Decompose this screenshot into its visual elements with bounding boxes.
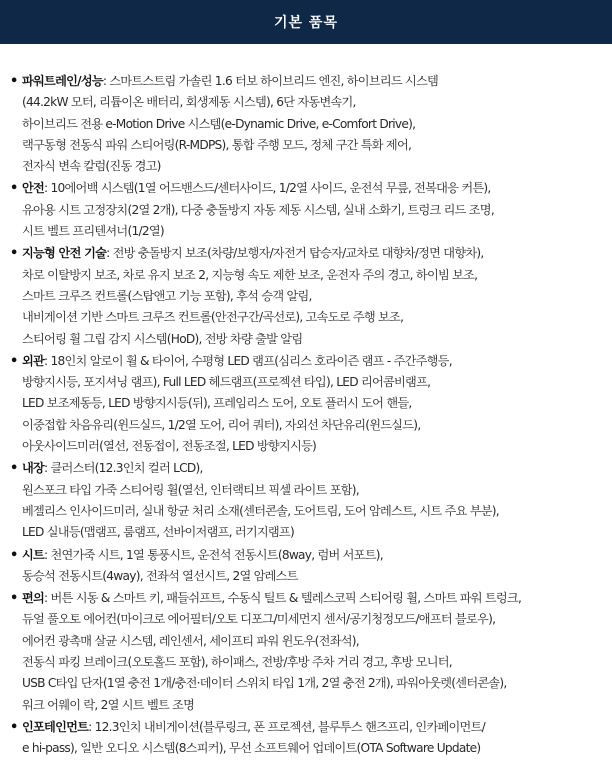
list-item-interior bbox=[10, 458, 604, 543]
section-label: 안전 bbox=[22, 181, 45, 196]
section-text: 내비게이션 기반 스마트 크루즈 컨트롤(안전구간/곡선로), 고속도로 주행 보조, bbox=[22, 310, 404, 325]
section-text: 전자식 변속 칼럼(진동 경고) bbox=[22, 159, 161, 174]
list-item-seats bbox=[10, 545, 604, 588]
section-text: : 12.3인치 내비게이션(블루링크, 폰 프로젝션, 블루투스 핸즈프리, 인카페이먼트/ bbox=[88, 719, 485, 734]
section-text: 스티어링 휠 그립 감지 시스템(HoD), 전방 차량 출발 알림 bbox=[22, 331, 303, 346]
section-text: 스마트 크루즈 컨트롤(스탑앤고 기능 포함), 후석 승객 알림, bbox=[22, 288, 312, 303]
section-text: LED 실내등(맵램프, 룸램프, 선바이저램프, 러기지램프) bbox=[22, 525, 294, 540]
section-text: 이중접합 차음유리(윈드실드, 1/2열 도어, 리어 쿼터), 자외선 차단유리(윈드실드), bbox=[22, 417, 421, 432]
section-text: e hi-pass), 일반 오디오 시스템(8스피커), 무선 소프트웨어 업데이트(OTA Software Update) bbox=[22, 741, 481, 756]
section-text: 전동식 파킹 브레이크(오토홀드 포함), 하이패스, 전방/후방 주차 거리 경고, 후방 모니터, bbox=[22, 655, 452, 670]
list-item-safety bbox=[10, 178, 604, 242]
section-label: 인포테인먼트 bbox=[22, 719, 89, 734]
section-text: 원스포크 타입 가죽 스티어링 휠(열선, 인터랙티브 픽셀 라이트 포함), bbox=[22, 482, 359, 497]
section-text: USB C타입 단자(1열 충전 1개/충전·데이터 스위치 타입 1개, 2열 충전 2개), 파워아웃렛(센터콘솔), bbox=[22, 676, 507, 691]
list-item-infotainment bbox=[10, 717, 604, 760]
bullet-icon: • bbox=[10, 547, 19, 563]
bullet-icon: • bbox=[10, 461, 19, 477]
section-text: 베젤리스 인사이드미러, 실내 항균 처리 소재(센터콘솔, 도어트림, 도어 암레스트, 시트 주요 부분), bbox=[22, 503, 499, 518]
section-text: 아웃사이드미러(열선, 전동접이, 전동조절, LED 방향지시등) bbox=[22, 439, 317, 454]
section-text: 듀얼 풀오토 에어컨(마이크로 에어필터/오토 디포그/미세먼지 센서/공기청정모드/애프터 블로우), bbox=[22, 612, 496, 627]
section-label: 파워트레인/성능 bbox=[22, 74, 103, 88]
bullet-icon: • bbox=[10, 353, 19, 369]
bullet-icon: • bbox=[10, 246, 19, 262]
section-text: 동승석 전동시트(4way), 전좌석 열선시트, 2열 암레스트 bbox=[22, 568, 298, 583]
section-text: 하이브리드 전용 e-Motion Drive 시스템(e-Dynamic Drive, e-Comfort Drive), bbox=[22, 116, 416, 131]
list-item-exterior bbox=[10, 351, 604, 457]
list-item-smart-safety bbox=[10, 243, 604, 349]
section-label: 내장 bbox=[22, 461, 45, 476]
section-label: 시트 bbox=[22, 547, 45, 562]
section-label: 편의 bbox=[22, 591, 45, 606]
section-text: : 스마트스트림 가솔린 1.6 터보 하이브리드 엔진, 하이브리드 시스템 bbox=[102, 74, 439, 88]
section-text: : 클러스터(12.3인치 컬러 LCD), bbox=[44, 461, 203, 476]
section-text: : 전방 충돌방지 보조(차량/보행자/자전거 탑승자/교차로 대향차/정면 대향차), bbox=[106, 246, 484, 261]
feature-list bbox=[0, 44, 612, 760]
section-text: 랙구동형 전동식 파워 스티어링(R-MDPS), 통합 주행 모드, 정체 구간 특화 제어, bbox=[22, 137, 412, 152]
section-label: 외관 bbox=[22, 353, 45, 368]
section-text: : 버튼 시동 & 스마트 키, 패들쉬프트, 수동식 틸트 & 텔레스코픽 스티어링 휠, 스마트 파워 트렁크, bbox=[44, 591, 522, 606]
section-text: LED 보조제동등, LED 방향지시등(뒤), 프레임리스 도어, 오토 플러시 도어 핸들, bbox=[22, 396, 412, 411]
section-text: 방향지시등, 포지셔닝 램프), Full LED 헤드램프(프로젝션 타입), LED 리어콤비램프, bbox=[22, 375, 431, 390]
section-text: : 천연가죽 시트, 1열 통풍시트, 운전석 전동시트(8way, 럼버 서포트), bbox=[44, 547, 383, 562]
section-text: 차로 이탈방지 보조, 차로 유지 보조 2, 지능형 속도 제한 보조, 운전자 주의 경고, 하이빔 보조, bbox=[22, 267, 478, 282]
bullet-icon: • bbox=[10, 74, 19, 89]
section-text: 유아용 시트 고정장치(2열 2개), 다중 충돌방지 자동 제동 시스템, 실내 소화기, 트렁크 리드 조명, bbox=[22, 202, 494, 217]
section-label: 지능형 안전 기술 bbox=[22, 246, 107, 261]
list-item-powertrain bbox=[10, 71, 604, 177]
section-text: (44.2kW 모터, 리튬이온 배터리, 회생제동 시스템), 6단 자동변속기, bbox=[22, 95, 356, 110]
section-text: 에어컨 광촉매 살균 시스템, 레인센서, 세이프티 파워 윈도우(전좌석), bbox=[22, 633, 359, 648]
bullet-icon: • bbox=[10, 181, 19, 197]
section-text: : 10에어백 시스템(1열 어드밴스드/센터사이드, 1/2열 사이드, 운전석 무릎, 전복대응 커튼), bbox=[44, 181, 491, 196]
list-item-convenience bbox=[10, 588, 604, 716]
bullet-icon: • bbox=[10, 591, 19, 607]
section-text: 시트 벨트 프리텐셔너(1/2열) bbox=[22, 224, 164, 239]
section-text: 워크 어웨이 락, 2열 시트 벨트 조명 bbox=[22, 697, 195, 712]
header-bar bbox=[0, 0, 612, 44]
page-title: 기본 품목 bbox=[274, 15, 338, 31]
section-text: : 18인치 알로이 휠 & 타이어, 수평형 LED 램프(심리스 호라이즌 램프 - 주간주행등, bbox=[44, 353, 452, 368]
bullet-icon: • bbox=[10, 719, 19, 735]
